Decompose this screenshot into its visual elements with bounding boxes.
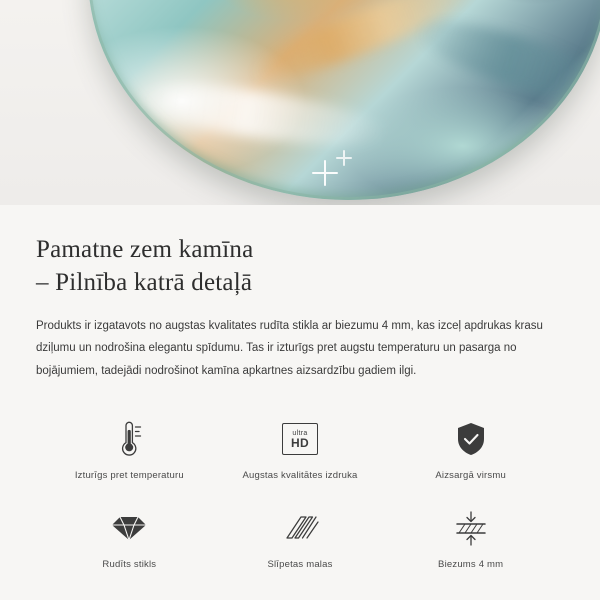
feature-item <box>215 412 386 489</box>
description-paragraph: Produkts ir izgatavots no augstas kvalitates rudīta stikla ar biezumu 4 mm, kas izceļ apdrukas krasu dziļumu un nodrošina elegantu spīdumu. Tas ir izturīgs pret augstu temperaturu un pasarga no bojājumiem, tadejādi nodrošinot kamīna apkartnes aizsardzību gadiem ilgi. <box>36 320 543 377</box>
feature-label: Augstas kvalitātes izdruka <box>242 470 358 482</box>
feature-label: Aizsargā virsmu <box>435 470 506 482</box>
ultra-hd-icon <box>282 418 318 460</box>
hero-image <box>0 0 600 205</box>
round-glass-panel <box>88 0 600 200</box>
feature-label: Slīpetas malas <box>267 559 333 571</box>
feature-grid <box>36 408 564 578</box>
diamond-icon <box>110 507 148 549</box>
marble-texture <box>88 0 600 200</box>
feature-label: Biezums 4 mm <box>438 559 504 571</box>
feature-label: Rudīts stikls <box>102 559 157 571</box>
feature-item <box>385 412 556 489</box>
page-title-line-2: – Pilnība katrā detaļā <box>36 269 253 296</box>
thermometer-icon <box>112 418 146 460</box>
polished-edges-icon <box>281 507 319 549</box>
page-title-line-1: Pamatne zem kamīna <box>36 236 254 263</box>
ultra-hd-badge-top: ultra <box>292 429 308 437</box>
page-title <box>36 233 564 299</box>
white-vein <box>128 74 392 156</box>
feature-item <box>385 501 556 578</box>
feature-item <box>44 501 215 578</box>
shield-check-icon <box>454 418 488 460</box>
content-area <box>0 205 600 578</box>
feature-item <box>215 501 386 578</box>
feature-label: Izturīgs pret temperaturu <box>74 470 184 482</box>
feature-item <box>44 412 215 489</box>
teal-vein <box>408 5 600 121</box>
thickness-icon <box>452 507 490 549</box>
ultra-hd-badge-bottom: HD <box>291 435 309 450</box>
